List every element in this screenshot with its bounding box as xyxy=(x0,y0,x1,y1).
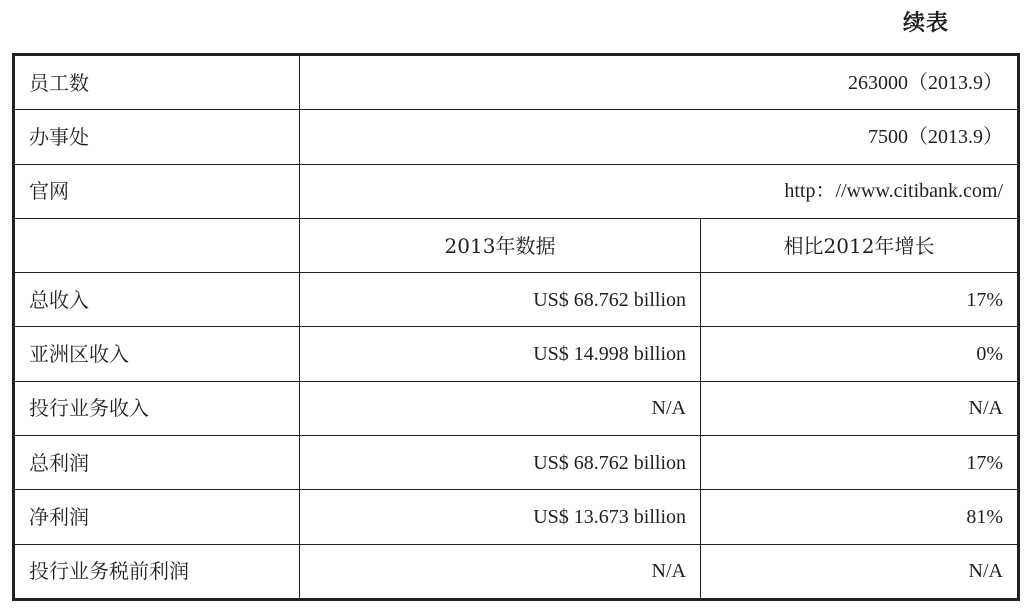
table-row xyxy=(14,544,1019,599)
table-header-row xyxy=(14,218,1019,272)
metric-growth: 17% xyxy=(701,273,1019,327)
metric-value-2013: US$ 14.998 billion xyxy=(300,327,701,381)
table-row-offices xyxy=(14,110,1019,164)
metric-label: 总收入 xyxy=(14,273,300,327)
metric-growth: 81% xyxy=(701,490,1019,544)
table-row-website xyxy=(14,164,1019,218)
row-value: 7500（2013.9） xyxy=(300,110,1019,164)
metric-value-2013: US$ 68.762 billion xyxy=(300,436,701,490)
row-label: 官网 xyxy=(14,164,300,218)
row-label: 办事处 xyxy=(14,110,300,164)
metric-label: 投行业务税前利润 xyxy=(14,544,300,599)
metric-label: 投行业务收入 xyxy=(14,381,300,435)
metric-value-2013: N/A xyxy=(300,544,701,599)
metric-value-2013: US$ 13.673 billion xyxy=(300,490,701,544)
metric-value-2013: US$ 68.762 billion xyxy=(300,273,701,327)
header-growth-vs-2012: 相比2012年增长 xyxy=(701,218,1019,272)
table-row xyxy=(14,327,1019,381)
metric-growth: 0% xyxy=(701,327,1019,381)
row-value: 263000（2013.9） xyxy=(300,55,1019,110)
table-row xyxy=(14,490,1019,544)
metric-label: 净利润 xyxy=(14,490,300,544)
continued-table-label: 续表 xyxy=(903,11,950,36)
metric-value-2013: N/A xyxy=(300,381,701,435)
metric-growth: 17% xyxy=(701,436,1019,490)
header-2013-data: 2013年数据 xyxy=(300,218,701,272)
table-row xyxy=(14,381,1019,435)
table-row xyxy=(14,436,1019,490)
metric-label: 亚洲区收入 xyxy=(14,327,300,381)
metric-label: 总利润 xyxy=(14,436,300,490)
header-blank-cell xyxy=(14,218,300,272)
table-row-employees xyxy=(14,55,1019,110)
bank-info-table xyxy=(12,53,1020,601)
row-label: 员工数 xyxy=(14,55,300,110)
metric-growth: N/A xyxy=(701,544,1019,599)
row-value: http：//www.citibank.com/ xyxy=(300,164,1019,218)
metric-growth: N/A xyxy=(701,381,1019,435)
table-row xyxy=(14,273,1019,327)
